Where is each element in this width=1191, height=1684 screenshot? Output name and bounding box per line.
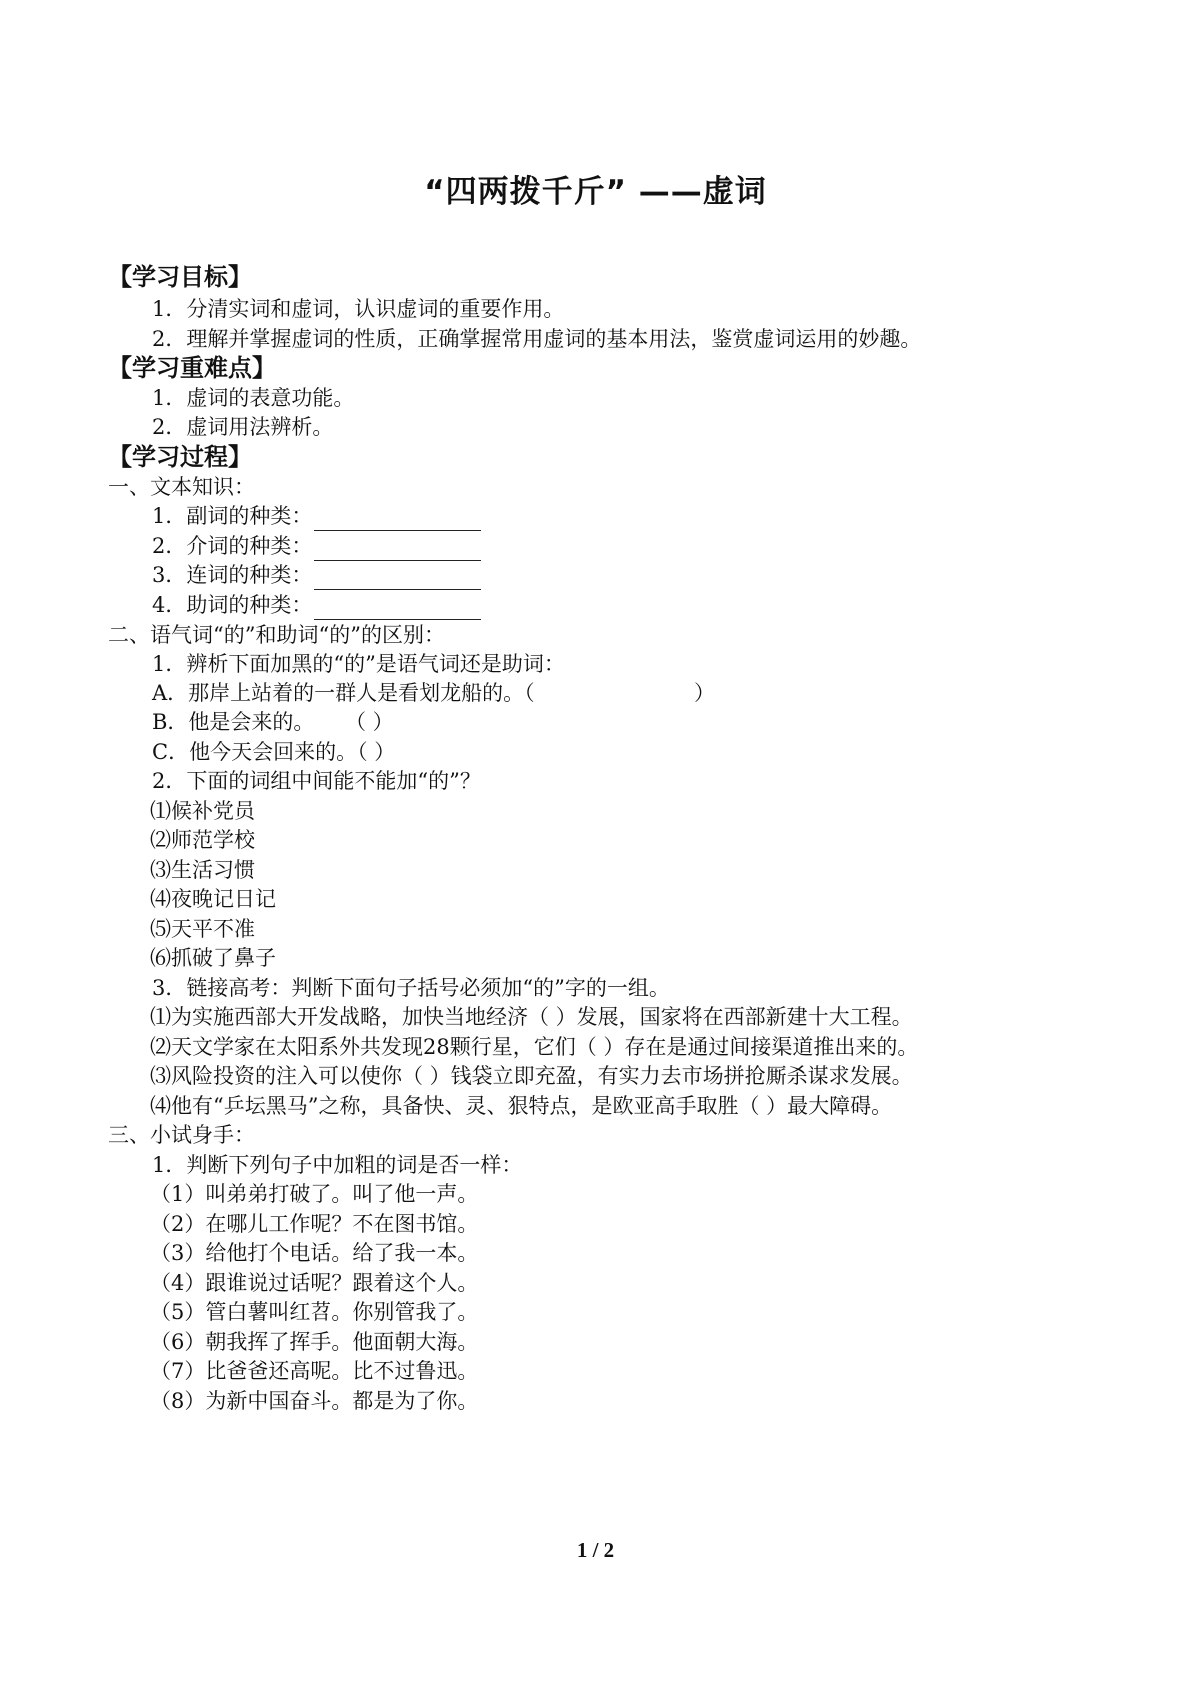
exam-sentence-1: ⑴为实施西部大开发战略，加快当地经济（ ）发展，国家将在西部新建十大工程。 (150, 1005, 913, 1029)
word-type-label: 3．连词的种类： (152, 563, 313, 587)
practice-sentence-2: （2）在哪儿工作呢？不在图书馆。 (150, 1212, 479, 1236)
section1-heading: 一、文本知识： (108, 475, 255, 499)
exam-sentence-2: ⑵天文学家在太阳系外共发现28颗行星，它们（ ）存在是通过间接渠道推出来的。 (150, 1035, 919, 1059)
option-b: B．他是会来的。 (152, 710, 315, 734)
practice-sentence-4: （4）跟谁说过话呢？跟着这个人。 (150, 1271, 479, 1295)
objective-item-1: 1．分清实词和虚词，认识虚词的重要作用。 (152, 297, 565, 321)
section2-question-3: 3．链接高考：判断下面句子括号必须加“的”字的一组。 (152, 976, 670, 1000)
exam-sentence-3: ⑶风险投资的注入可以使你（ ）钱袋立即充盈，有实力去市场拼抢厮杀谋求发展。 (150, 1064, 913, 1088)
phrase-item-3: ⑶生活习惯 (150, 858, 255, 882)
exam-sentence-4: ⑷他有“乒坛黑马”之称，具备快、灵、狠特点，是欧亚高手取胜（ ）最大障碍。 (150, 1094, 893, 1118)
page-number: 1 / 2 (576, 1538, 615, 1562)
key-points-heading: 【学习重难点】 (108, 354, 276, 382)
objective-item-2: 2．理解并掌握虚词的性质，正确掌握常用虚词的基本用法，鉴赏虚词运用的妙趣。 (152, 327, 922, 351)
practice-sentence-5: （5）管白薯叫红苕。你别管我了。 (150, 1300, 479, 1324)
practice-sentence-3: （3）给他打个电话。给了我一本。 (150, 1241, 479, 1265)
section3-question-1: 1．判断下列句子中加粗的词是否一样： (152, 1153, 523, 1177)
page-title: “四两拨千斤” ——虚词 (424, 174, 767, 210)
answer-blank[interactable] (314, 506, 481, 531)
section2-question-1: 1．辨析下面加黑的“的”是语气词还是助词： (152, 652, 565, 676)
key-point-item-2: 2．虚词用法辨析。 (152, 415, 334, 439)
practice-sentence-6: （6）朝我挥了挥手。他面朝大海。 (150, 1330, 479, 1354)
option-b-paren: （ ） (345, 710, 394, 734)
process-heading: 【学习过程】 (108, 443, 252, 471)
option-a-close-paren: ） (694, 681, 715, 705)
word-type-item-3 (152, 560, 481, 590)
word-type-label: 4．助词的种类： (152, 593, 313, 617)
phrase-item-4: ⑷夜晚记日记 (150, 887, 276, 911)
section3-heading: 三、小试身手： (108, 1123, 255, 1147)
word-type-item-4 (152, 590, 481, 620)
word-type-label: 2．介词的种类： (152, 534, 313, 558)
option-a: A．那岸上站着的一群人是看划龙船的。（ (152, 681, 535, 705)
phrase-item-5: ⑸天平不准 (150, 917, 255, 941)
practice-sentence-7: （7）比爸爸还高呢。比不过鲁迅。 (150, 1359, 479, 1383)
answer-blank[interactable] (314, 565, 481, 590)
option-c: C．他今天会回来的。（ ） (152, 740, 396, 764)
word-type-item-1 (152, 501, 481, 531)
practice-sentence-1: （1）叫弟弟打破了。叫了他一声。 (150, 1182, 479, 1206)
word-type-item-2 (152, 531, 481, 561)
section2-question-2: 2．下面的词组中间能不能加“的”？ (152, 769, 481, 793)
word-type-label: 1．副词的种类： (152, 504, 313, 528)
key-point-item-1: 1．虚词的表意功能。 (152, 386, 355, 410)
answer-blank[interactable] (314, 595, 481, 620)
phrase-item-1: ⑴候补党员 (150, 799, 255, 823)
answer-blank[interactable] (314, 536, 481, 561)
objectives-heading: 【学习目标】 (108, 263, 252, 291)
phrase-item-6: ⑹抓破了鼻子 (150, 946, 276, 970)
practice-sentence-8: （8）为新中国奋斗。都是为了你。 (150, 1389, 479, 1413)
section2-heading: 二、语气词“的”和助词“的”的区别： (108, 623, 445, 647)
phrase-item-2: ⑵师范学校 (150, 828, 255, 852)
